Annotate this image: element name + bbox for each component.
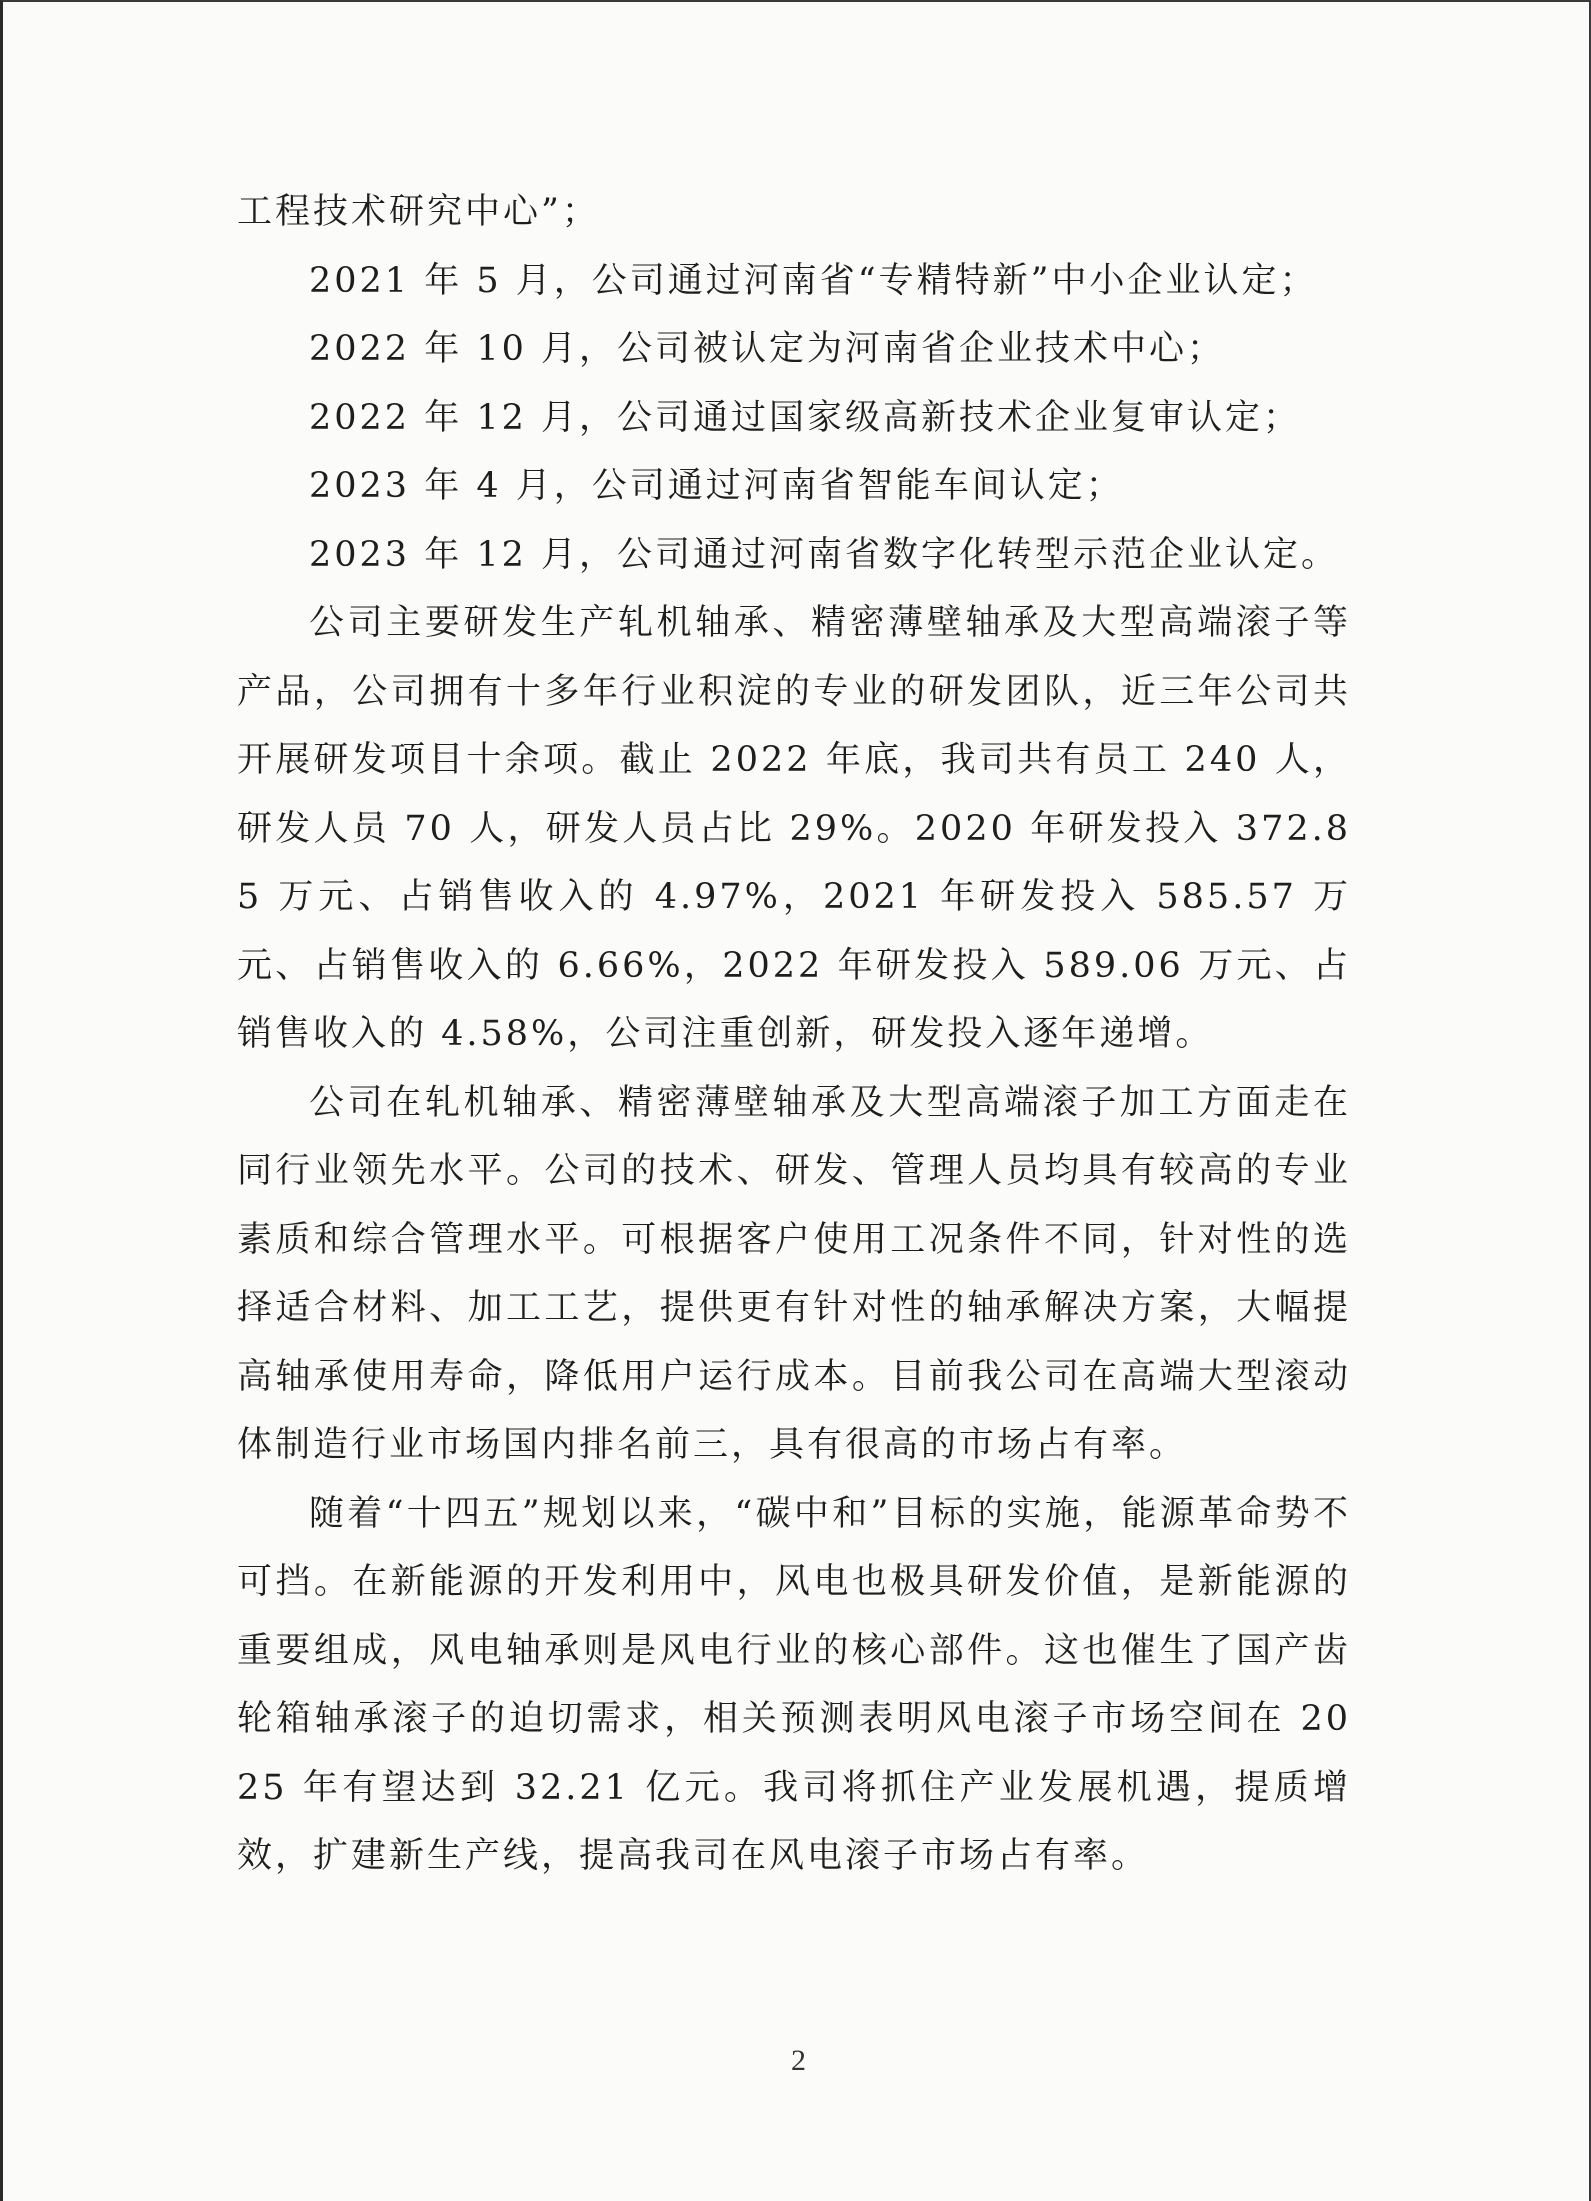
- paragraph-wind-power: 随着“十四五”规划以来，“碳中和”目标的实施，能源革命势不可挡。在新能源的开发利用中，风电也极具研发价值，是新能源的重要组成，风电轴承则是风电行业的核心部件。这也催生了国产齿轮箱轴承滚子的迫切需求，相关预测表明风电滚子市场空间在 2025 年有望达到 32.21 亿元。我司将抓住产业发展机遇，提质增效，扩建新生产线，提高我司在风电滚子市场占有率。: [237, 1493, 1351, 1876]
- page-number: 2: [791, 2044, 806, 2077]
- text-line: 2023 年 12 月，公司通过河南省数字化转型示范企业认定。: [309, 534, 1339, 575]
- document-body: [237, 178, 1351, 1891]
- text-line: 工程技术研究中心”；: [237, 192, 600, 232]
- paragraph-capabilities: 公司在轧机轴承、精密薄壁轴承及大型高端滚子加工方面走在同行业领先水平。公司的技术、研发、管理人员均具有较高的专业素质和综合管理水平。可根据客户使用工况条件不同，针对性的选择适合材料、加工工艺，提供更有针对性的轴承解决方案，大幅提高轴承使用寿命，降低用户运行成本。目前我公司在高端大型滚动体制造行业市场国内排名前三，具有很高的市场占有率。: [237, 1082, 1351, 1465]
- text-line: 2023 年 4 月，公司通过河南省智能车间认定；: [309, 466, 1124, 506]
- paragraph-rnd: 公司主要研发生产轧机轴承、精密薄壁轴承及大型高端滚子等产品，公司拥有十多年行业积淀的专业的研发团队，近三年公司共开展研发项目十余项。截止 2022 年底，我司共有员工 240 人，研发人员 70 人，研发人员占比 29%。2020 年研发投入 372.85 万元、占销售收入的 4.97%，2021 年研发投入 585.57 万元、占销售收入的 6.66%，2022 年研发投入 589.06 万元、占销售收入的 4.58%，公司注重创新，研发投入逐年递增。: [237, 603, 1351, 1054]
- text-line: 2022 年 12 月，公司通过国家级高新技术企业复审认定；: [309, 397, 1301, 438]
- text-line: 2021 年 5 月，公司通过河南省“专精特新”中小企业认定；: [309, 260, 1318, 301]
- text-line: 2022 年 10 月，公司被认定为河南省企业技术中心；: [309, 329, 1225, 369]
